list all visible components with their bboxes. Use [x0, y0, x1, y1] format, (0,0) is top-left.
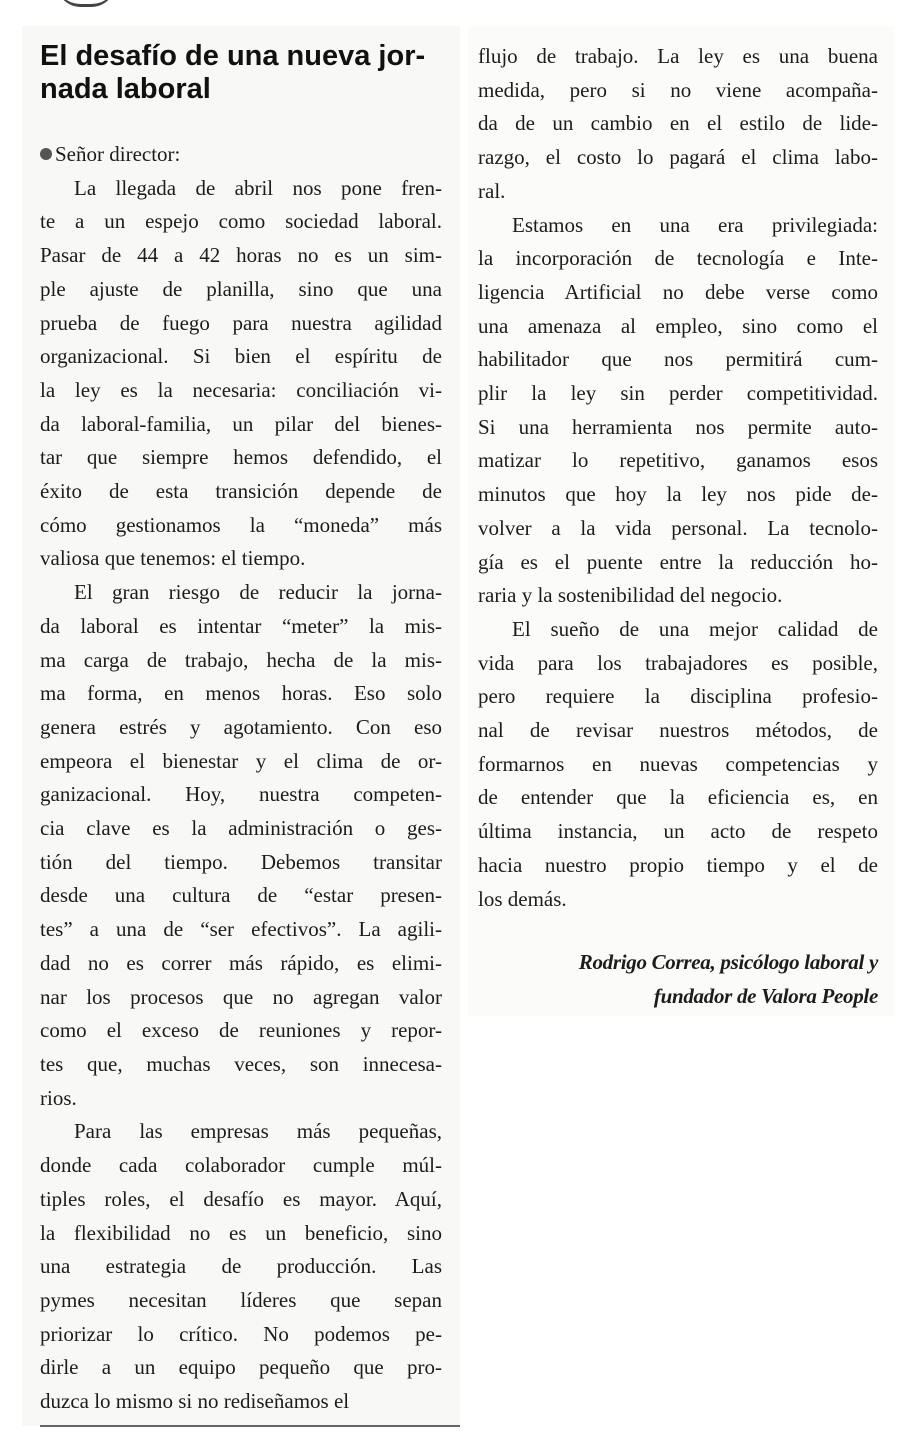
- text-line: minutos que hoy la ley nos pide de-: [478, 482, 878, 507]
- text-line: tes” a una de “ser efectivos”. La agili-: [40, 917, 442, 942]
- author-signature: [478, 946, 878, 1013]
- signature-line: fundador de Valora People: [653, 983, 878, 1008]
- text-line: la flexibilidad no es un beneficio, sino: [40, 1220, 442, 1245]
- bullet-icon: [40, 148, 52, 160]
- text-line: tar que siempre hemos defendido, el: [40, 445, 442, 470]
- text-line: los demás.: [478, 886, 567, 911]
- signature-line: Rodrigo Correa, psicólogo laboral y: [578, 950, 878, 975]
- text-line: da laboral-familia, un pilar del bienes-: [40, 411, 442, 436]
- text-line: matizar lo repetitivo, ganamos esos: [478, 448, 878, 473]
- text-line: la ley es la necesaria: conciliación vi-: [40, 377, 442, 402]
- text-line: rios.: [40, 1085, 77, 1110]
- paragraph: [478, 40, 878, 209]
- text-line: pymes necesitan líderes que sepan: [40, 1287, 442, 1312]
- paragraph: [40, 1115, 442, 1418]
- paragraph: [40, 576, 442, 1115]
- paragraph: [478, 209, 878, 613]
- text-line: donde cada colaborador cumple múl-: [40, 1153, 442, 1178]
- bottom-divider: [40, 1425, 460, 1427]
- article-headline: El desafío de una nueva jor- nada laboral: [40, 40, 426, 105]
- text-line: hacia nuestro propio tiempo y el de: [478, 852, 878, 877]
- text-line: tiples roles, el desafío es mayor. Aquí,: [40, 1186, 442, 1211]
- text-line: pero requiere la disciplina profesio-: [478, 684, 878, 709]
- text-line: El gran riesgo de reducir la jorna-: [74, 580, 442, 605]
- text-line: formarnos en nuevas competencias y: [478, 751, 878, 776]
- text-line: la incorporación de tecnología e Inte-: [478, 246, 878, 271]
- text-line: cómo gestionamos la “moneda” más: [40, 512, 442, 537]
- text-line: éxito de esta transición depende de: [40, 479, 442, 504]
- text-line: tión del tiempo. Debemos transitar: [40, 849, 442, 874]
- text-line: ple ajuste de planilla, sino que una: [40, 276, 442, 301]
- text-line: habilitador que nos permitirá cum-: [478, 347, 878, 372]
- text-line: genera estrés y agotamiento. Con eso: [40, 714, 442, 739]
- text-line: El sueño de una mejor calidad de: [512, 616, 878, 641]
- text-line: plir la ley sin perder competitividad.: [478, 381, 878, 406]
- text-line: Si una herramienta nos permite auto-: [478, 414, 878, 439]
- text-line: da de un cambio en el estilo de lide-: [478, 111, 878, 136]
- right-column: [478, 40, 878, 1014]
- text-line: raria y la sostenibilidad del negocio.: [478, 583, 783, 608]
- text-line: ral.: [478, 178, 506, 203]
- text-line: prueba de fuego para nuestra agilidad: [40, 310, 442, 335]
- text-line: Pasar de 44 a 42 horas no es un sim-: [40, 243, 442, 268]
- salutation: [40, 138, 442, 172]
- text-line: vida para los trabajadores es posible,: [478, 650, 878, 675]
- text-line: medida, pero si no viene acompaña-: [478, 77, 878, 102]
- text-line: cia clave es la administración o ges-: [40, 816, 442, 841]
- text-line: ligencia Artificial no debe verse como: [478, 279, 878, 304]
- text-line: flujo de trabajo. La ley es una buena: [478, 44, 878, 68]
- text-line: ma forma, en menos horas. Eso solo: [40, 681, 442, 706]
- text-line: desde una cultura de “estar presen-: [40, 883, 442, 908]
- text-line: una estrategia de producción. Las: [40, 1254, 442, 1279]
- text-line: te a un espejo como sociedad laboral.: [40, 209, 442, 234]
- text-line: Estamos en una era privilegiada:: [512, 212, 878, 237]
- text-line: de entender que la eficiencia es, en: [478, 785, 878, 810]
- text-line: priorizar lo crítico. No podemos pe-: [40, 1321, 442, 1346]
- text-line: gía es el puente entre la reducción ho-: [478, 549, 878, 574]
- salutation-text: Señor director:: [55, 142, 181, 166]
- text-line: duzca lo mismo si no rediseñamos el: [40, 1389, 350, 1414]
- text-line: dad no es correr más rápido, es elimi-: [40, 950, 442, 975]
- text-line: ganizacional. Hoy, nuestra competen-: [40, 782, 442, 807]
- text-line: una amenaza al empleo, sino como el: [478, 313, 878, 338]
- text-line: ma carga de trabajo, hecha de la mis-: [40, 647, 442, 672]
- text-line: dirle a un equipo pequeño que pro-: [40, 1355, 442, 1380]
- text-line: razgo, el costo lo pagará el clima labo-: [478, 145, 878, 170]
- text-line: organizacional. Si bien el espíritu de: [40, 344, 442, 369]
- page-top-arc-decoration: [56, 0, 116, 7]
- text-line: volver a la vida personal. La tecnolo-: [478, 515, 878, 540]
- left-column-body: [40, 172, 442, 1419]
- text-line: La llegada de abril nos pone fren-: [74, 175, 442, 200]
- paragraph: [478, 613, 878, 916]
- text-line: empeora el bienestar y el clima de or-: [40, 748, 442, 773]
- text-line: Para las empresas más pequeñas,: [74, 1119, 442, 1144]
- text-line: da laboral es intentar “meter” la mis-: [40, 613, 442, 638]
- text-line: tes que, muchas veces, son innecesa-: [40, 1051, 442, 1076]
- text-line: valiosa que tenemos: el tiempo.: [40, 546, 306, 571]
- right-column-body: [478, 40, 878, 916]
- paragraph: [40, 172, 442, 576]
- text-line: última instancia, un acto de respeto: [478, 819, 878, 844]
- left-column: [40, 40, 442, 1419]
- text-line: como el exceso de reuniones y repor-: [40, 1018, 442, 1043]
- text-line: nar los procesos que no agregan valor: [40, 984, 442, 1009]
- text-line: nal de revisar nuestros métodos, de: [478, 718, 878, 743]
